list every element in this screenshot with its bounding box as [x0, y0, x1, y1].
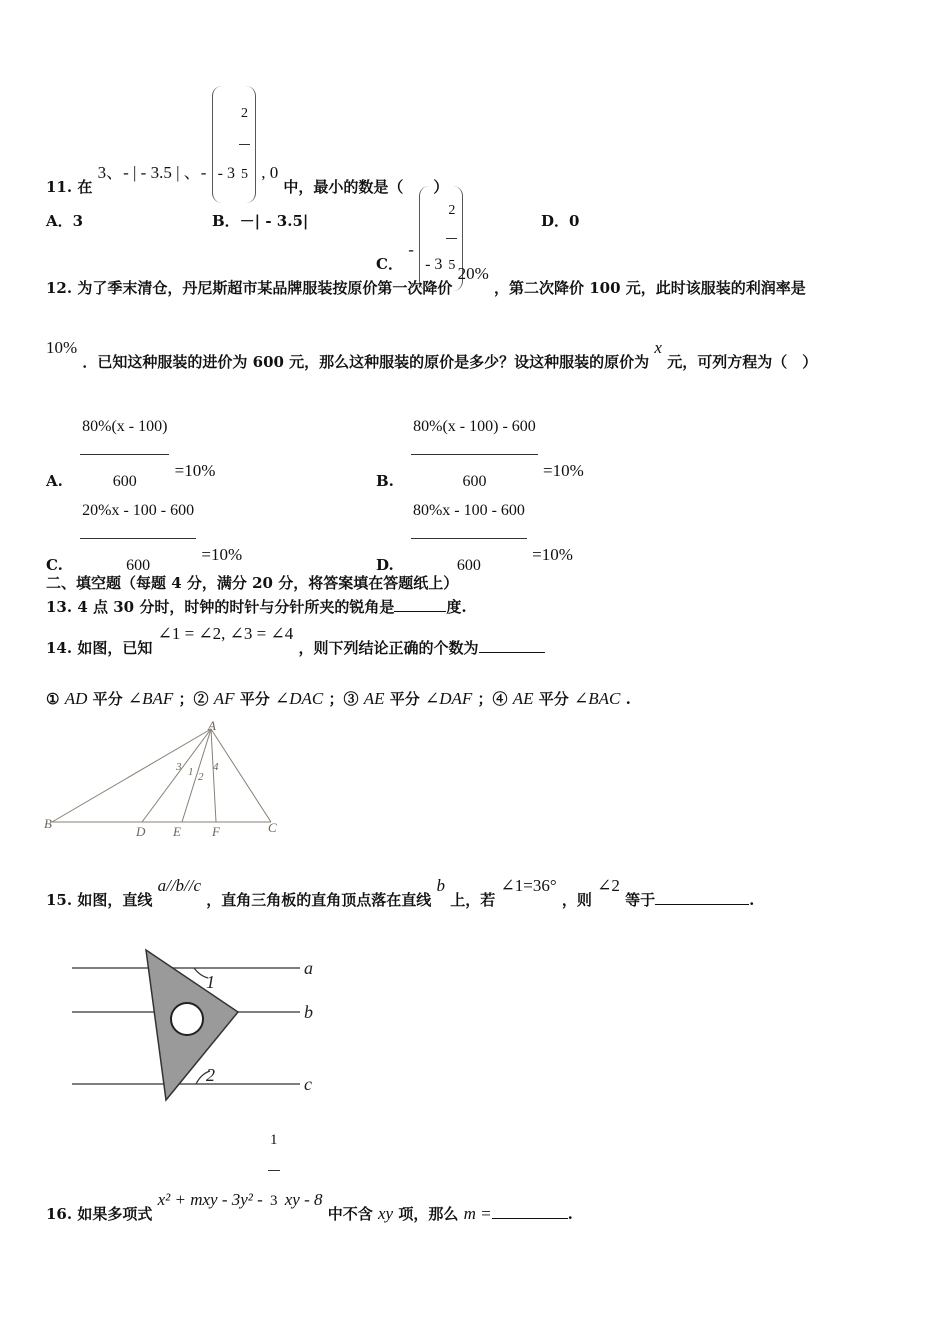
- fraction: $\frac{1}{3}$: [268, 1112, 280, 1229]
- question-14: 14. 如图，已知 ∠1 = ∠2, ∠3 = ∠4 ，则下列结论正确的个数为: [46, 628, 545, 668]
- question-15: 15. 如图，直线 a//b//c ，直角三角板的直角顶点落在直线 b 上，若 ∠1=36° ，则 ∠2 等于 .: [46, 876, 755, 909]
- svg-text:b: b: [304, 1002, 313, 1022]
- answer-blank[interactable]: [479, 638, 545, 653]
- answer-blank[interactable]: [655, 890, 749, 905]
- fraction: $\frac{2}{5}$: [239, 86, 250, 203]
- q11-option-a: A．3: [46, 212, 84, 230]
- label-f: F: [212, 824, 220, 839]
- ruler-hole: [171, 1003, 203, 1035]
- question-number: 16.: [46, 1205, 73, 1223]
- fraction: $\frac{2}{5}$: [446, 186, 457, 291]
- question-number: 12.: [46, 279, 73, 297]
- svg-text:c: c: [304, 1074, 312, 1094]
- fraction: $\frac{80\%(x - 100)}{600}$: [80, 402, 169, 507]
- label-b: B: [44, 816, 52, 831]
- label-a: A: [208, 718, 216, 733]
- segment-af: [211, 729, 216, 822]
- fraction: $\frac{80\%(x - 100) - 600}{600}$: [411, 402, 538, 507]
- mixed-number-paren: - 3 $\frac{2}{5}$: [212, 86, 256, 203]
- question-number: 15.: [46, 891, 73, 909]
- question-16: 16. 如果多项式 x² + mxy - 3y² - $\frac{1}{3}$ xy - 8 中不含 xy 项，那么 m = .: [46, 1126, 573, 1182]
- svg-text:1: 1: [188, 766, 194, 778]
- q11-option-b: B．－| - 3.5|: [212, 212, 309, 230]
- label-c: C: [268, 820, 277, 835]
- q11-option-d: D．0: [541, 212, 580, 230]
- svg-text:a: a: [304, 958, 313, 978]
- question-number: 11.: [46, 178, 73, 196]
- question-number: 13.: [46, 598, 73, 616]
- answer-blank[interactable]: [394, 597, 446, 612]
- q14-statements: ① AD 平分 ∠BAF ；② AF 平分 ∠DAC ；③ AE 平分 ∠DAF ；④ AE 平分 ∠BAC .: [46, 689, 631, 708]
- section-heading: 二、填空题（每题 4 分，满分 20 分，将答案填在答题纸上）: [46, 574, 459, 592]
- fraction: $\frac{20\%x - 100 - 600}{600}$: [80, 486, 196, 591]
- q11-option-c: C． - - 3 $\frac{2}{5}$: [376, 186, 463, 236]
- svg-text:3: 3: [176, 761, 182, 773]
- answer-blank[interactable]: [492, 1204, 568, 1219]
- svg-text:2: 2: [206, 1065, 215, 1085]
- mixed-number-paren: - 3 $\frac{2}{5}$: [419, 186, 463, 291]
- q12-option-b: B. $\frac{80\%(x - 100) - 600}{600}$ =10%: [376, 402, 584, 452]
- fraction: $\frac{80\%x - 100 - 600}{600}$: [411, 486, 527, 591]
- label-e: E: [173, 824, 181, 839]
- triangle-sides: [52, 729, 271, 822]
- question-11: 11. 在 3、- | - 3.5 | 、- - 3 $\frac{2}{5}$ , 0 中，最小的数是（ ）: [46, 100, 448, 156]
- svg-text:4: 4: [213, 761, 219, 773]
- question-12-line-2: 10% ．已知这种服装的进价为 600 元，那么这种服装的原价是多少？设这种服装的原价为 x 元，可列方程为（ ）: [46, 338, 818, 371]
- svg-text:2: 2: [198, 771, 204, 783]
- label-d: D: [136, 824, 146, 839]
- polynomial: x² + mxy - 3y² -: [157, 1190, 263, 1209]
- number-set: 3、- | - 3.5 | 、-: [97, 163, 207, 182]
- question-13: 13. 4 点 30 分时，时钟的时针与分针所夹的锐角是 度.: [46, 598, 467, 616]
- parallel-lines-figure: [60, 944, 330, 1110]
- q12-option-c: C. $\frac{20\%x - 100 - 600}{600}$ =10%: [46, 486, 242, 536]
- q12-option-d: D. $\frac{80\%x - 100 - 600}{600}$ =10%: [376, 486, 573, 536]
- q12-option-a: A. $\frac{80\%(x - 100)}{600}$ =10%: [46, 402, 215, 452]
- svg-text:1: 1: [206, 972, 215, 992]
- triangle-figure: [40, 718, 300, 844]
- question-12-line-1: 12. 为了季末清仓，丹尼斯超市某品牌服装按原价第一次降价 20% ，第二次降价 100 元，此时该服装的利润率是: [46, 264, 806, 297]
- question-number: 14.: [46, 639, 73, 657]
